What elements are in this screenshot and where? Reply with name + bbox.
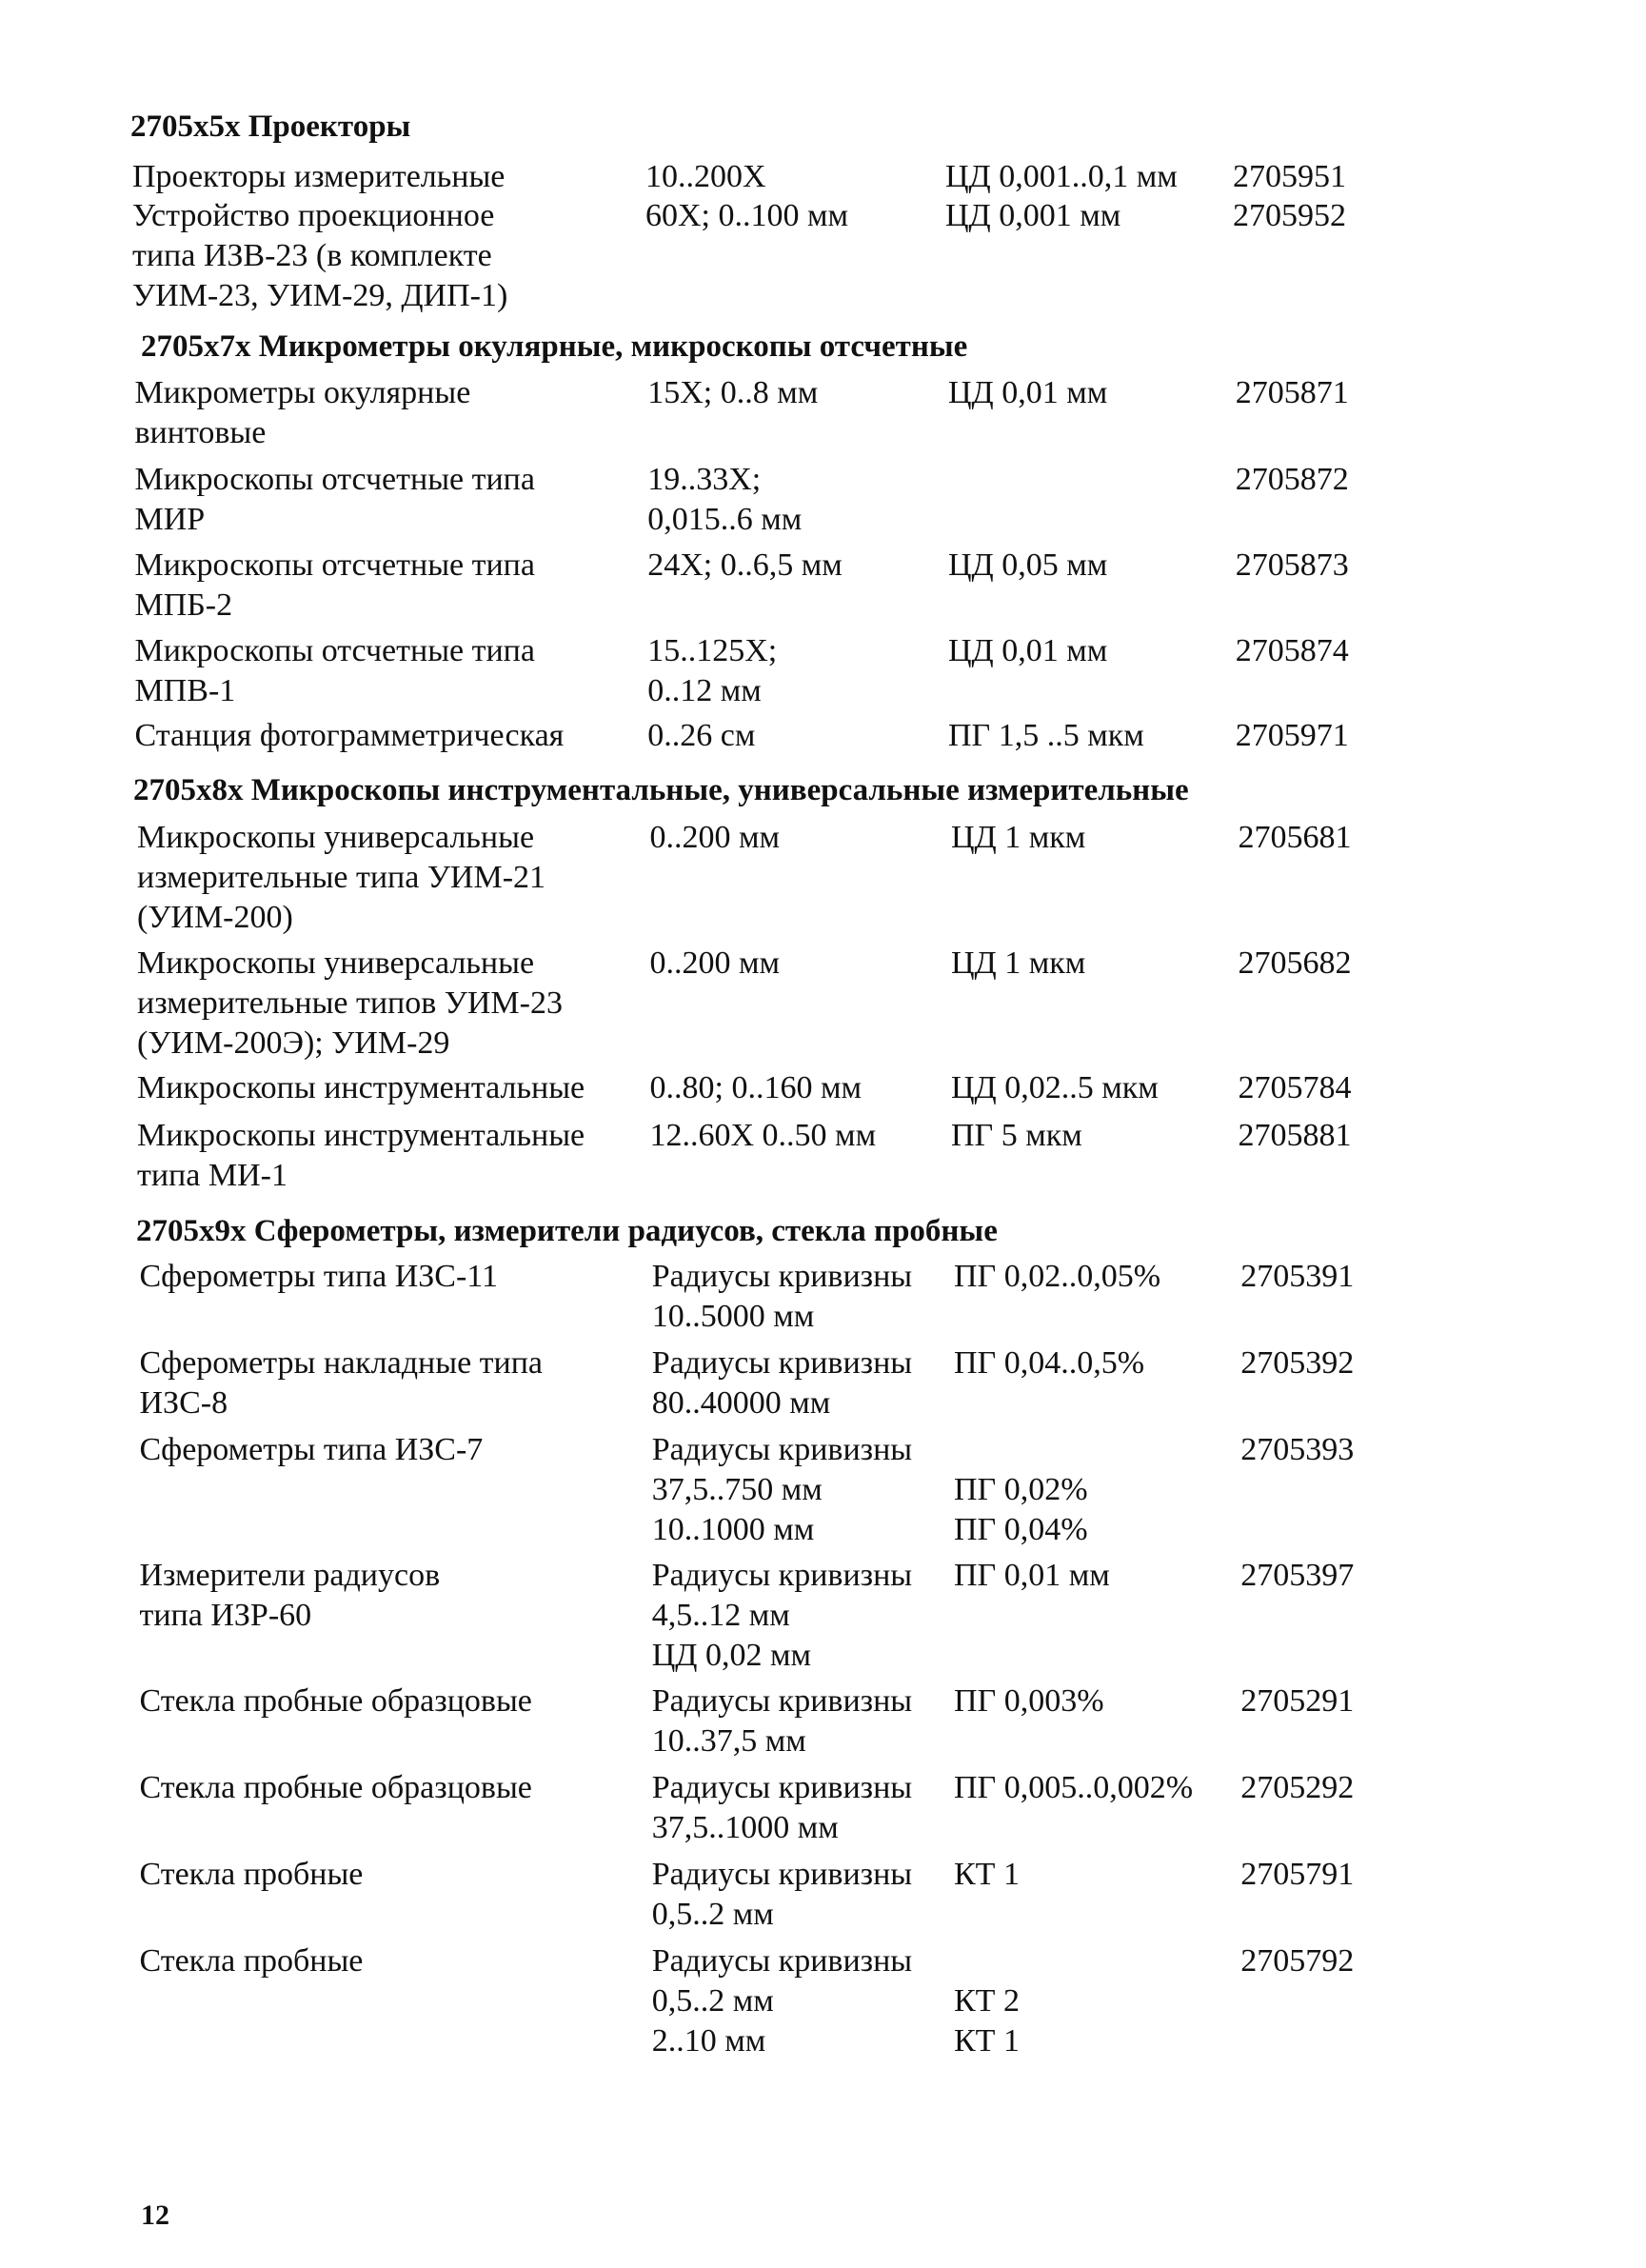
item-range-line: ЦД 0,02 мм: [651, 1638, 812, 1673]
item-accuracy-line: КТ 2: [954, 1983, 1020, 2019]
item-accuracy-line: ПГ 1,5 ..5 мкм: [948, 718, 1144, 753]
item-accuracy-line: ЦД 0,01 мм: [948, 633, 1108, 668]
item-range-line: 19..33Х;: [647, 462, 762, 497]
item-name-line: измерительные типа УИМ-21: [137, 860, 546, 895]
item-accuracy-line: ПГ 0,01 мм: [954, 1558, 1110, 1593]
item-name-line: (УИМ-200): [137, 900, 293, 935]
item-range-line: 10..5000 мм: [651, 1299, 815, 1334]
section-heading: 2705х5х Проекторы: [130, 109, 411, 144]
item-name-line: винтовые: [134, 415, 267, 450]
item-code: 2705792: [1240, 1943, 1355, 1979]
section-heading: 2705х7х Микрометры окулярные, микроскопы отсчетные: [141, 329, 968, 364]
item-range-line: 10..200Х: [645, 159, 766, 194]
item-code: 2705397: [1240, 1558, 1355, 1593]
item-code: 2705292: [1240, 1770, 1355, 1805]
item-accuracy-line: ПГ 0,02%: [954, 1472, 1088, 1507]
item-name-line: Сферометры типа ИЗС-7: [139, 1432, 484, 1467]
item-name-line: Станция фотограмметрическая: [134, 718, 565, 753]
item-code: 2705791: [1240, 1857, 1355, 1892]
item-code: 2705391: [1240, 1259, 1355, 1294]
item-name-line: Стекла пробные образцовые: [139, 1770, 532, 1805]
item-accuracy-line: ПГ 0,04..0,5%: [954, 1345, 1145, 1381]
item-code: 2705392: [1240, 1345, 1355, 1381]
item-code: 2705874: [1235, 633, 1349, 668]
item-range-line: Радиусы кривизны: [651, 1943, 913, 1979]
item-name-line: (УИМ-200Э); УИМ-29: [137, 1025, 450, 1061]
item-name-line: типа ИЗР-60: [139, 1598, 312, 1633]
item-accuracy-line: ПГ 0,02..0,05%: [954, 1259, 1161, 1294]
item-accuracy-line: ПГ 0,005..0,002%: [954, 1770, 1194, 1805]
item-name-line: МИР: [134, 502, 206, 537]
item-range-line: 0..200 мм: [649, 945, 781, 981]
item-name-line: типа МИ-1: [137, 1158, 288, 1193]
item-range-line: Радиусы кривизны: [651, 1857, 913, 1892]
item-name-line: измерительные типов УИМ-23: [137, 985, 563, 1021]
item-range-line: 10..1000 мм: [651, 1512, 815, 1547]
item-name-line: Микроскопы отсчетные типа: [134, 633, 535, 668]
item-range-line: Радиусы кривизны: [651, 1432, 913, 1467]
item-range-line: 0..26 см: [647, 718, 756, 753]
item-range-line: 0,5..2 мм: [651, 1897, 774, 1932]
item-name-line: Микрометры окулярные: [134, 375, 471, 410]
item-code: 2705873: [1235, 547, 1349, 583]
item-range-line: 80..40000 мм: [651, 1385, 831, 1421]
item-name-line: Микроскопы инструментальные: [137, 1070, 585, 1105]
item-name-line: Измерители радиусов: [139, 1558, 441, 1593]
item-accuracy-line: ЦД 0,001 мм: [945, 198, 1121, 233]
item-range-line: Радиусы кривизны: [651, 1345, 913, 1381]
item-name-line: МПВ-1: [134, 673, 236, 708]
item-name-line: Микроскопы универсальные: [137, 820, 535, 855]
item-code: 2705784: [1238, 1070, 1352, 1105]
item-range-line: Радиусы кривизны: [651, 1558, 913, 1593]
item-code: 2705971: [1235, 718, 1349, 753]
item-range-line: 10..37,5 мм: [651, 1723, 806, 1759]
item-range-line: 0..12 мм: [647, 673, 762, 708]
item-accuracy-line: ЦД 0,05 мм: [948, 547, 1108, 583]
item-name-line: Стекла пробные образцовые: [139, 1683, 532, 1719]
item-range-line: Радиусы кривизны: [651, 1683, 913, 1719]
item-accuracy-line: ЦД 0,01 мм: [948, 375, 1108, 410]
item-code: 2705682: [1238, 945, 1352, 981]
item-code: 2705291: [1240, 1683, 1355, 1719]
item-range-line: Радиусы кривизны: [651, 1259, 913, 1294]
item-accuracy-line: КТ 1: [954, 1857, 1020, 1892]
item-accuracy-line: ПГ 0,003%: [954, 1683, 1104, 1719]
item-range-line: 0,5..2 мм: [651, 1983, 774, 2019]
item-name-line: Сферометры типа ИЗС-11: [139, 1259, 499, 1294]
item-accuracy-line: ПГ 5 мкм: [951, 1118, 1082, 1153]
item-code: 2705872: [1235, 462, 1349, 497]
item-name-line: Микроскопы отсчетные типа: [134, 547, 535, 583]
item-name-line: Стекла пробные: [139, 1943, 364, 1979]
item-accuracy-line: ЦД 0,02..5 мкм: [951, 1070, 1159, 1105]
item-name-line: Стекла пробные: [139, 1857, 364, 1892]
item-accuracy-line: ЦД 1 мкм: [951, 945, 1086, 981]
item-range-line: 60Х; 0..100 мм: [645, 198, 849, 233]
item-code: 2705952: [1233, 198, 1346, 233]
item-code: 2705393: [1240, 1432, 1355, 1467]
item-name-line: типа ИЗВ-23 (в комплекте: [132, 238, 492, 273]
section-heading: 2705х8х Микроскопы инструментальные, универсальные измерительные: [133, 773, 1189, 807]
item-name-line: УИМ-23, УИМ-29, ДИП-1): [132, 278, 508, 313]
item-range-line: 37,5..750 мм: [651, 1472, 823, 1507]
item-name-line: МПБ-2: [134, 587, 233, 623]
page-number: 12: [141, 2199, 169, 2231]
item-code: 2705681: [1238, 820, 1352, 855]
item-name-line: Сферометры накладные типа: [139, 1345, 544, 1381]
item-range-line: 0,015..6 мм: [647, 502, 803, 537]
item-accuracy-line: КТ 1: [954, 2023, 1020, 2059]
item-code: 2705951: [1233, 159, 1346, 194]
item-range-line: 15Х; 0..8 мм: [647, 375, 819, 410]
item-range-line: 0..80; 0..160 мм: [649, 1070, 862, 1105]
item-range-line: 15..125Х;: [647, 633, 778, 668]
item-range-line: 37,5..1000 мм: [651, 1810, 839, 1845]
item-name-line: Микроскопы универсальные: [137, 945, 535, 981]
item-accuracy-line: ЦД 0,001..0,1 мм: [945, 159, 1178, 194]
section-heading: 2705х9х Сферометры, измерители радиусов, стекла пробные: [136, 1214, 998, 1248]
item-range-line: 0..200 мм: [649, 820, 781, 855]
item-name-line: Проекторы измерительные: [132, 159, 506, 194]
item-accuracy-line: ЦД 1 мкм: [951, 820, 1086, 855]
item-name-line: Микроскопы инструментальные: [137, 1118, 585, 1153]
item-name-line: ИЗС-8: [139, 1385, 228, 1421]
item-code: 2705871: [1235, 375, 1349, 410]
item-range-line: 4,5..12 мм: [651, 1598, 790, 1633]
item-range-line: 2..10 мм: [651, 2023, 766, 2059]
item-accuracy-line: ПГ 0,04%: [954, 1512, 1088, 1547]
item-range-line: 12..60Х 0..50 мм: [649, 1118, 877, 1153]
item-range-line: 24Х; 0..6,5 мм: [647, 547, 843, 583]
item-name-line: Устройство проекционное: [132, 198, 495, 233]
item-range-line: Радиусы кривизны: [651, 1770, 913, 1805]
item-name-line: Микроскопы отсчетные типа: [134, 462, 535, 497]
item-code: 2705881: [1238, 1118, 1352, 1153]
